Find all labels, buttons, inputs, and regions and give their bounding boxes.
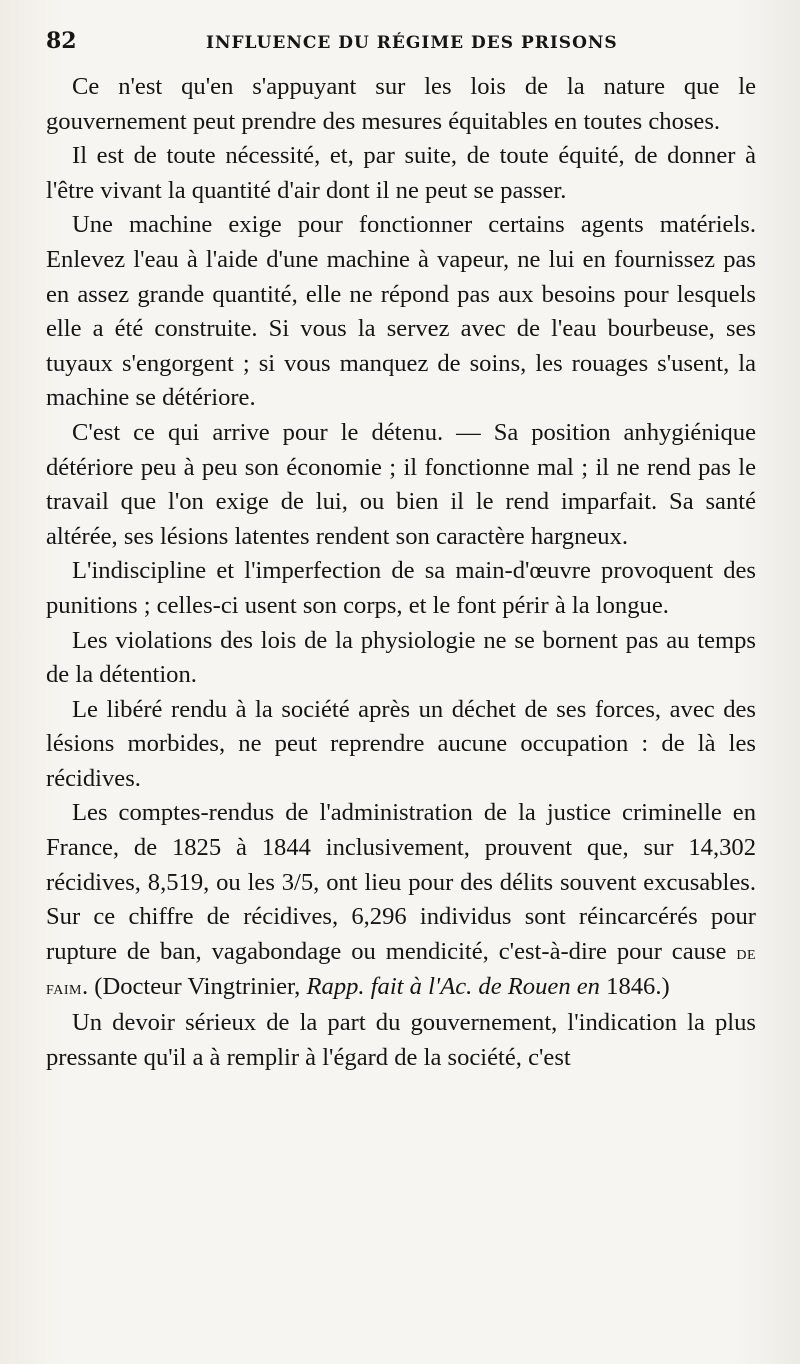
statistics-text-before: Les comptes-rendus de l'administration de la justice criminelle en France, de 1825 à 1844 inclusivement, prouvent que, sur 14,302 récidives, 8,519, ou les 3/5, ont lieu pour des délits souvent excusables. Sur ce chiffre de récidives, 6,296 individus sont réincarcérés pour rupture de ban, vagabondage ou mendicité, c'est-à-dire pour cause <box>46 799 756 965</box>
paragraph-4: C'est ce qui arrive pour le détenu. — Sa position anhygiénique détériore peu à peu son économie ; il fonctionne mal ; il ne rend pas le travail que l'on exige de lui, ou bien il le rend imparfait. Sa santé altérée, ses lésions latentes rendent son caractère hargneux. <box>46 418 756 550</box>
paragraph-6: Les violations des lois de la physiologie ne se bornent pas au temps de la détention. <box>46 626 756 689</box>
small-caps-phrase: de faim <box>46 941 756 1000</box>
paragraph-7: Le libéré rendu à la société après un déchet de ses forces, avec des lésions morbides, ne peut reprendre aucune occupation : de là les récidives. <box>46 695 756 792</box>
citation-year: 1846.) <box>606 973 670 1001</box>
citation-italic: Rapp. fait à l'Ac. de Rouen en <box>306 973 600 1001</box>
paragraph-1: Ce n'est qu'en s'appuyant sur les lois de la nature que le gouvernement peut prendre des mesures équitables en toutes choses. <box>46 73 756 135</box>
paragraph-3: Une machine exige pour fonctionner certains agents matériels. Enlevez l'eau à l'aide d'une machine à vapeur, ne lui en fournissez pas en assez grande quantité, elle ne répond pas aux besoins pour lesquels elle a été construite. Si vous la servez avec de l'eau bourbeuse, ses tuyaux s'engorgent ; si vous manquez de soins, les rouages s'usent, la machine se détériore. <box>46 211 756 412</box>
paragraph-5: L'indiscipline et l'imperfection de sa main-d'œuvre provoquent des punitions ; celles-ci usent son corps, et le font périr à la longue. <box>46 557 756 619</box>
statistics-text-mid: . (Docteur Vingtrinier, <box>81 973 301 1001</box>
paragraph-2: Il est de toute nécessité, et, par suite, de toute équité, de donner à l'être vivant la quantité d'air dont il ne peut se passer. <box>46 142 756 204</box>
paragraph-final: Un devoir sérieux de la part du gouvernement, l'indication la plus pressante qu'il a à remplir à l'égard de la société, c'est <box>46 1009 756 1071</box>
body-text <box>46 70 756 1075</box>
running-title: INFLUENCE DU RÉGIME DES PRISONS <box>206 33 618 53</box>
paragraph-statistics <box>46 796 756 1006</box>
running-head <box>46 28 756 70</box>
page-number: 82 <box>46 28 77 54</box>
